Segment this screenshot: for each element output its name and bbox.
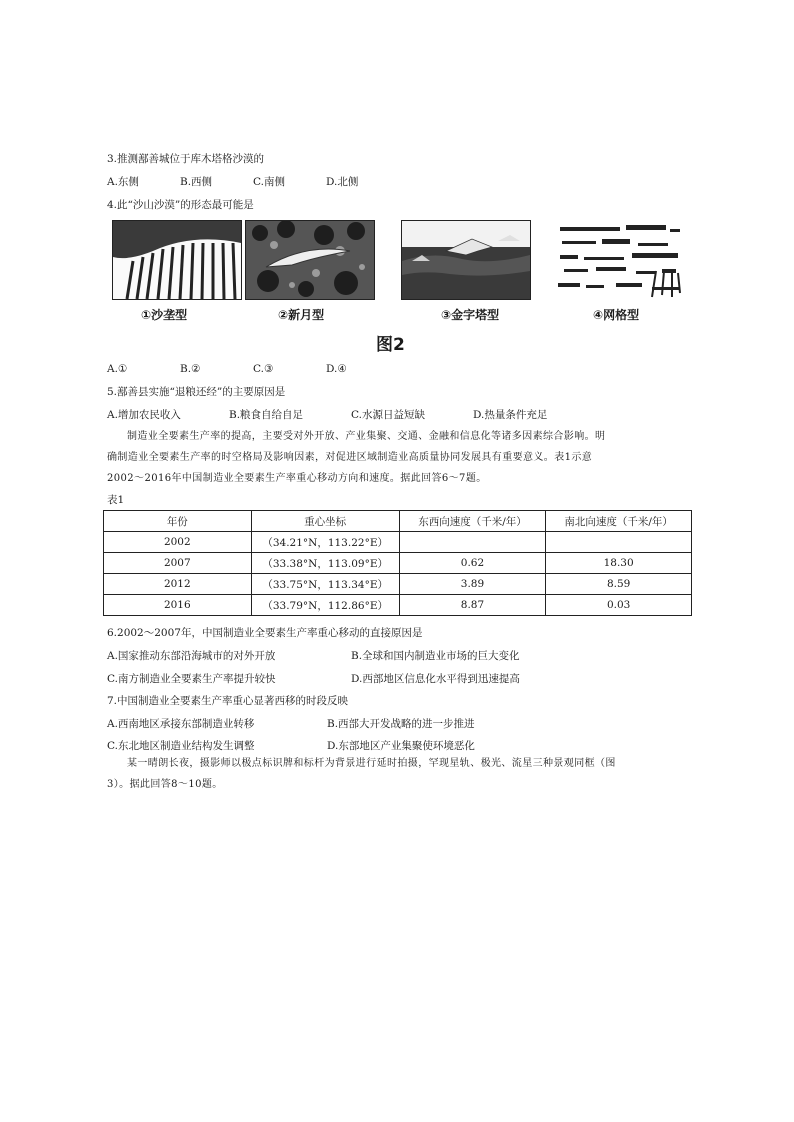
- table-label: 表1: [107, 494, 125, 506]
- figure-caption-2: ②新月型: [278, 308, 325, 322]
- cell-year: 2012: [104, 574, 252, 595]
- cell-east-west: 8.87: [399, 595, 546, 616]
- question-4-stem: 4.此“沙山沙漠”的形态最可能是: [107, 199, 254, 211]
- q7-option-b: B.西部大开发战略的进一步推进: [327, 718, 475, 730]
- q5-option-d: D.热量条件充足: [473, 409, 548, 421]
- table-header-row: [104, 511, 692, 532]
- cell-north-south: 0.03: [546, 595, 692, 616]
- table-row: [104, 532, 692, 553]
- figure-caption-4: ④网格型: [593, 308, 640, 322]
- q3-option-b: B.西侧: [180, 176, 213, 188]
- q6-option-b: B.全球和国内制造业市场的巨大变化: [351, 650, 520, 662]
- q4-option-a: A.①: [107, 363, 128, 375]
- q4-option-d: D.④: [326, 363, 347, 375]
- header-north-south-speed: 南北向速度（千米/年）: [546, 511, 692, 532]
- cell-year: 2007: [104, 553, 252, 574]
- q3-option-a: A.东侧: [107, 176, 139, 188]
- figure-2-title: 图2: [376, 335, 405, 355]
- centroid-table: [103, 510, 692, 616]
- q7-option-c: C.东北地区制造业结构发生调整: [107, 740, 255, 752]
- cell-coordinates: （33.79°N，112.86°E）: [251, 595, 399, 616]
- table-row: [104, 595, 692, 616]
- header-year: 年份: [104, 511, 252, 532]
- question-6-stem: 6.2002～2007年，中国制造业全要素生产率重心移动的直接原因是: [107, 627, 423, 639]
- cell-coordinates: （33.38°N，113.09°E）: [251, 553, 399, 574]
- passage-2-line-1: 某一晴朗长夜，摄影师以极点标识牌和标杆为背景进行延时拍摄，罕现星轨、极光、流星三种景观同框（图: [127, 758, 616, 769]
- cell-east-west: 0.62: [399, 553, 546, 574]
- crescent-dune-photo: [245, 220, 375, 300]
- question-3-stem: 3.推测鄯善城位于库木塔格沙漠的: [107, 153, 265, 165]
- cell-north-south: 18.30: [546, 553, 692, 574]
- q4-option-c: C.③: [253, 363, 274, 375]
- q3-option-d: D.北侧: [326, 176, 359, 188]
- header-coordinates: 重心坐标: [251, 511, 399, 532]
- cell-coordinates: （33.75°N，113.34°E）: [251, 574, 399, 595]
- q7-option-d: D.东部地区产业集聚使环境恶化: [327, 740, 475, 752]
- passage-1-line-1: 制造业全要素生产率的提高，主要受对外开放、产业集聚、交通、金融和信息化等诸多因素综合影响。明: [127, 431, 606, 442]
- q3-option-c: C.南侧: [253, 176, 285, 188]
- q4-option-b: B.②: [180, 363, 201, 375]
- q7-option-a: A.西南地区承接东部制造业转移: [107, 718, 255, 730]
- figure-caption-3: ③金字塔型: [441, 308, 500, 322]
- cell-north-south: [546, 532, 692, 553]
- q5-option-b: B.粮食自给自足: [229, 409, 304, 421]
- question-7-stem: 7.中国制造业全要素生产率重心显著西移的时段反映: [107, 695, 349, 707]
- passage-1-line-2: 确制造业全要素生产率的时空格局及影响因素，对促进区域制造业高质量协同发展具有重要意义。表1示意: [107, 452, 593, 463]
- table-row: [104, 553, 692, 574]
- header-east-west-speed: 东西向速度（千米/年）: [399, 511, 546, 532]
- cell-north-south: 8.59: [546, 574, 692, 595]
- sand-ridge-photo: [112, 220, 242, 300]
- figure-caption-1: ①沙垄型: [141, 308, 188, 322]
- q6-option-a: A.国家推动东部沿海城市的对外开放: [107, 650, 276, 662]
- question-5-stem: 5.鄯善县实施“退粮还经”的主要原因是: [107, 386, 286, 398]
- cell-east-west: [399, 532, 546, 553]
- passage-2-line-2: 3）。据此回答8～10题。: [107, 779, 223, 790]
- cell-coordinates: （34.21°N，113.22°E）: [251, 532, 399, 553]
- q6-option-d: D.西部地区信息化水平得到迅速提高: [351, 673, 520, 685]
- passage-1-line-3: 2002～2016年中国制造业全要素生产率重心移动方向和速度。据此回答6～7题。: [107, 473, 487, 484]
- cell-year: 2002: [104, 532, 252, 553]
- grid-dune-photo: [555, 220, 685, 300]
- q5-option-a: A.增加农民收入: [107, 409, 181, 421]
- q5-option-c: C.水源日益短缺: [351, 409, 425, 421]
- cell-east-west: 3.89: [399, 574, 546, 595]
- table-row: [104, 574, 692, 595]
- pyramid-dune-photo: [401, 220, 531, 300]
- cell-year: 2016: [104, 595, 252, 616]
- q6-option-c: C.南方制造业全要素生产率提升较快: [107, 673, 276, 685]
